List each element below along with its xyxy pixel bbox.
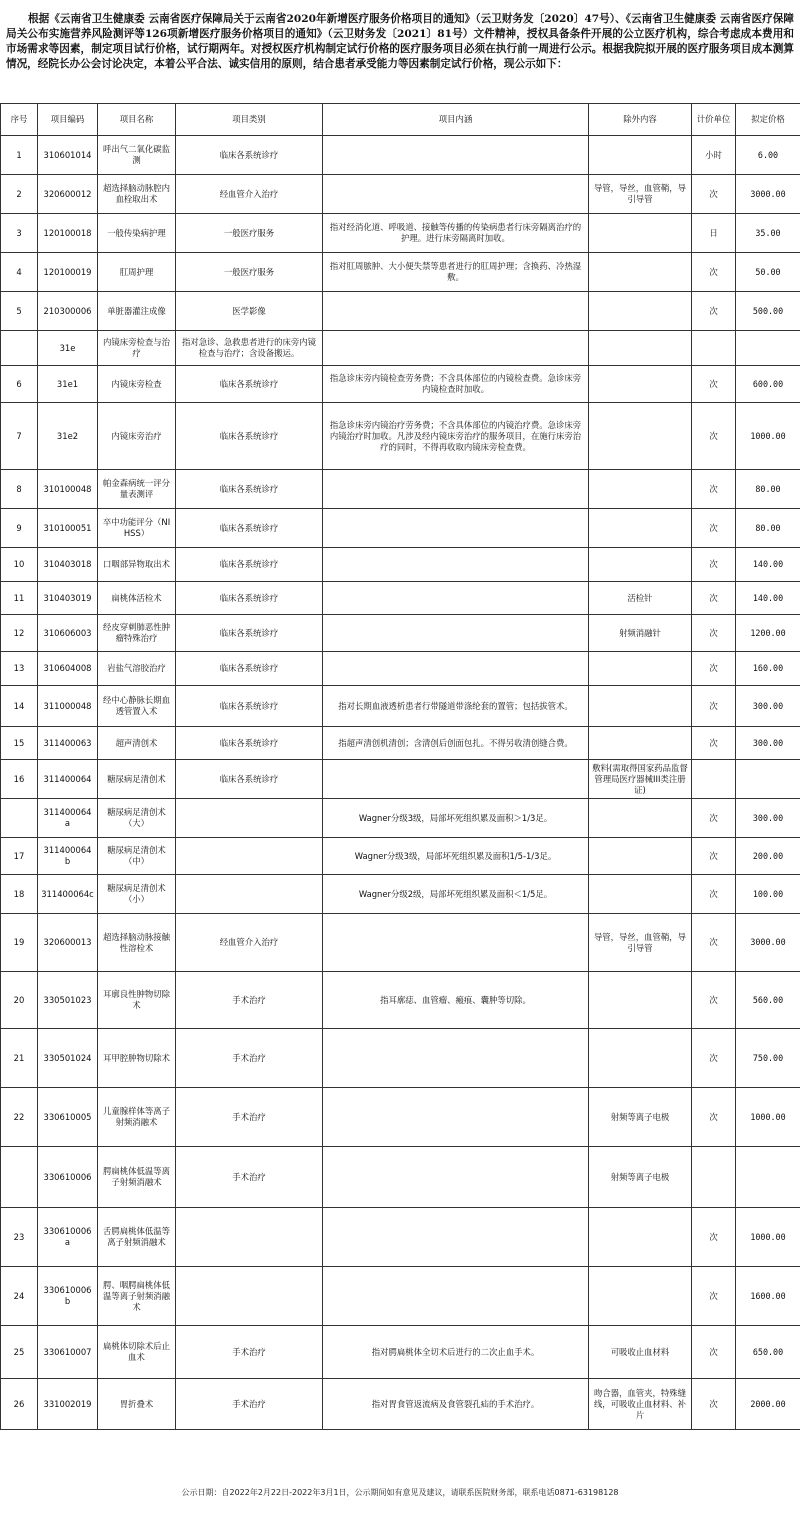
row-excluded-cell: 可吸收止血材料 — [589, 1326, 692, 1379]
row-unit-cell: 日 — [692, 214, 736, 253]
row-content-cell: 指急诊床旁内镜治疗劳务费；不含具体部位的内镜治疗费。急诊床旁内镜治疗时加收。凡涉及经内镜床旁治疗的服务项目，在施行床旁治疗的同时，不得再收取内镜床旁检查费。 — [323, 403, 589, 470]
row-content-cell — [323, 509, 589, 548]
row-unit-cell: 次 — [692, 875, 736, 914]
row-price-cell: 1000.00 — [736, 1088, 800, 1147]
table-row — [1, 799, 800, 838]
row-price-cell: 500.00 — [736, 292, 800, 331]
row-excluded-cell — [589, 214, 692, 253]
row-unit-cell: 次 — [692, 175, 736, 214]
row-category-cell: 临床各系统诊疗 — [176, 136, 323, 175]
row-no-cell: 15 — [1, 727, 38, 760]
row-name-cell: 经中心静脉长期血透管置入术 — [98, 686, 176, 727]
row-no-cell: 7 — [1, 403, 38, 470]
row-no-cell: 13 — [1, 652, 38, 686]
row-category-cell: 手术治疗 — [176, 1088, 323, 1147]
row-excluded-cell: 导管，导丝，血管鞘，导引导管 — [589, 914, 692, 972]
row-name-cell: 卒中功能评分（NIHSS） — [98, 509, 176, 548]
row-no-cell: 1 — [1, 136, 38, 175]
header-content: 项目内涵 — [323, 104, 589, 136]
row-code-cell: 320600013 — [38, 914, 98, 972]
row-price-cell: 2000.00 — [736, 1379, 800, 1430]
row-price-cell: 300.00 — [736, 799, 800, 838]
header-unit: 计价单位 — [692, 104, 736, 136]
row-name-cell: 糖尿病足清创术 — [98, 760, 176, 799]
row-unit-cell: 次 — [692, 292, 736, 331]
table-row — [1, 875, 800, 914]
row-name-cell: 超声清创术 — [98, 727, 176, 760]
row-category-cell: 手术治疗 — [176, 1379, 323, 1430]
table-row — [1, 175, 800, 214]
table-row — [1, 652, 800, 686]
row-excluded-cell: 吻合器，血管夹，特殊缝线，可吸收止血材料、补片 — [589, 1379, 692, 1430]
row-unit-cell: 次 — [692, 582, 736, 615]
row-category-cell: 临床各系统诊疗 — [176, 470, 323, 509]
row-name-cell: 一般传染病护理 — [98, 214, 176, 253]
row-excluded-cell — [589, 548, 692, 582]
table-row — [1, 1029, 800, 1088]
row-category-cell: 临床各系统诊疗 — [176, 548, 323, 582]
row-category-cell: 一般医疗服务 — [176, 253, 323, 292]
table-row — [1, 582, 800, 615]
row-category-cell: 手术治疗 — [176, 1147, 323, 1208]
row-category-cell: 临床各系统诊疗 — [176, 366, 323, 403]
table-row — [1, 136, 800, 175]
row-excluded-cell — [589, 875, 692, 914]
row-unit-cell: 次 — [692, 366, 736, 403]
table-row — [1, 548, 800, 582]
row-no-cell: 21 — [1, 1029, 38, 1088]
row-name-cell: 岩盐气溶胶治疗 — [98, 652, 176, 686]
row-code-cell: 330610007 — [38, 1326, 98, 1379]
table-header-row — [1, 104, 800, 136]
row-category-cell — [176, 875, 323, 914]
row-content-cell: Wagner分级3级，局部坏死组织累及面积＞1/3足。 — [323, 799, 589, 838]
table-row — [1, 1147, 800, 1208]
row-category-cell: 经血管介入治疗 — [176, 175, 323, 214]
row-price-cell: 560.00 — [736, 972, 800, 1029]
row-code-cell: 310100048 — [38, 470, 98, 509]
row-excluded-cell — [589, 292, 692, 331]
table-row — [1, 331, 800, 366]
row-price-cell: 80.00 — [736, 509, 800, 548]
row-price-cell: 6.00 — [736, 136, 800, 175]
row-content-cell — [323, 582, 589, 615]
header-price: 拟定价格 — [736, 104, 800, 136]
table-row — [1, 214, 800, 253]
row-code-cell: 310606003 — [38, 615, 98, 652]
row-name-cell: 内镜床旁治疗 — [98, 403, 176, 470]
row-no-cell — [1, 799, 38, 838]
row-content-cell: 指对胃食管返流病及食管裂孔疝的手术治疗。 — [323, 1379, 589, 1430]
row-price-cell: 1200.00 — [736, 615, 800, 652]
row-category-cell: 临床各系统诊疗 — [176, 403, 323, 470]
row-excluded-cell: 射频等离子电极 — [589, 1147, 692, 1208]
table-row — [1, 292, 800, 331]
row-code-cell: 330610006a — [38, 1208, 98, 1267]
table-row — [1, 366, 800, 403]
row-unit-cell — [692, 331, 736, 366]
row-content-cell — [323, 136, 589, 175]
row-excluded-cell — [589, 1267, 692, 1326]
row-unit-cell: 次 — [692, 727, 736, 760]
table-row — [1, 470, 800, 509]
row-code-cell: 330610005 — [38, 1088, 98, 1147]
table-row — [1, 838, 800, 875]
row-content-cell — [323, 1208, 589, 1267]
table-row — [1, 403, 800, 470]
row-name-cell: 耳廓良性肿物切除术 — [98, 972, 176, 1029]
row-no-cell: 23 — [1, 1208, 38, 1267]
table-row — [1, 509, 800, 548]
row-excluded-cell: 射频等离子电极 — [589, 1088, 692, 1147]
row-no-cell — [1, 331, 38, 366]
row-content-cell: Wagner分级2级，局部坏死组织累及面积＜1/5足。 — [323, 875, 589, 914]
row-price-cell: 3000.00 — [736, 175, 800, 214]
row-unit-cell: 次 — [692, 509, 736, 548]
row-price-cell: 140.00 — [736, 548, 800, 582]
row-category-cell: 经血管介入治疗 — [176, 914, 323, 972]
header-category: 项目类别 — [176, 104, 323, 136]
row-no-cell: 3 — [1, 214, 38, 253]
row-price-cell: 200.00 — [736, 838, 800, 875]
row-category-cell: 手术治疗 — [176, 1326, 323, 1379]
row-code-cell: 120100018 — [38, 214, 98, 253]
row-code-cell: 120100019 — [38, 253, 98, 292]
table-row — [1, 1379, 800, 1430]
row-name-cell: 糖尿病足清创术（中） — [98, 838, 176, 875]
table-row — [1, 914, 800, 972]
price-table — [0, 103, 800, 1430]
row-name-cell: 扁桃体切除术后止血术 — [98, 1326, 176, 1379]
row-content-cell — [323, 470, 589, 509]
row-price-cell: 80.00 — [736, 470, 800, 509]
row-no-cell: 14 — [1, 686, 38, 727]
row-excluded-cell — [589, 403, 692, 470]
row-name-cell: 内镜床旁检查与治疗 — [98, 331, 176, 366]
row-no-cell: 4 — [1, 253, 38, 292]
row-price-cell — [736, 1147, 800, 1208]
row-category-cell: 临床各系统诊疗 — [176, 686, 323, 727]
table-row — [1, 727, 800, 760]
intro-paragraph: 根据《云南省卫生健康委 云南省医疗保障局关于云南省2020年新增医疗服务价格项目的通知》（云卫财务发〔2020〕47号）、《云南省卫生健康委 云南省医疗保障局关公布实施营养风险测评等126项新增医疗服务价格项目的通知》（云卫财务发〔2021〕81号）文件精神，授权具备条件开展的公立医疗机构，综合考虑成本费用和市场需求等因素，制定项目试行价格，试行期两年。对授权医疗机构制定试行价格的医疗服务项目必须在执行前一周进行公示。根据我院拟开展的医疗服务项目成本测算情况，经院长办公会讨论决定，本着公平合法、诚实信用的原则，结合患者承受能力等因素制定试行价格，现公示如下： — [6, 13, 794, 70]
table-row — [1, 972, 800, 1029]
row-category-cell: 临床各系统诊疗 — [176, 615, 323, 652]
row-no-cell: 24 — [1, 1267, 38, 1326]
row-no-cell: 10 — [1, 548, 38, 582]
row-no-cell: 9 — [1, 509, 38, 548]
row-name-cell: 帕金森病统一评分量表测评 — [98, 470, 176, 509]
row-excluded-cell — [589, 331, 692, 366]
row-no-cell: 18 — [1, 875, 38, 914]
row-price-cell — [736, 760, 800, 799]
row-name-cell: 舌腭扁桃体低温等离子射频消融术 — [98, 1208, 176, 1267]
row-unit-cell: 次 — [692, 470, 736, 509]
row-excluded-cell — [589, 727, 692, 760]
row-content-cell: 指超声清创机清创；含清创后创面包扎。不得另收清创缝合费。 — [323, 727, 589, 760]
row-unit-cell: 次 — [692, 686, 736, 727]
header-excluded: 除外内容 — [589, 104, 692, 136]
row-content-cell — [323, 1088, 589, 1147]
row-excluded-cell — [589, 972, 692, 1029]
row-content-cell — [323, 1147, 589, 1208]
row-code-cell: 31e1 — [38, 366, 98, 403]
row-code-cell: 310604008 — [38, 652, 98, 686]
row-code-cell: 311400064a — [38, 799, 98, 838]
row-price-cell: 3000.00 — [736, 914, 800, 972]
table-row — [1, 1326, 800, 1379]
row-price-cell: 1000.00 — [736, 403, 800, 470]
row-price-cell: 650.00 — [736, 1326, 800, 1379]
row-category-cell — [176, 799, 323, 838]
row-price-cell: 100.00 — [736, 875, 800, 914]
row-name-cell: 糖尿病足清创术（小） — [98, 875, 176, 914]
row-content-cell: 指对肛周脓肿、大小便失禁等患者进行的肛周护理；含换药、冷热湿敷。 — [323, 253, 589, 292]
row-category-cell: 指对急诊、急救患者进行的床旁内镜检查与治疗；含设备搬运。 — [176, 331, 323, 366]
row-excluded-cell — [589, 366, 692, 403]
row-code-cell: 311400064c — [38, 875, 98, 914]
row-no-cell: 12 — [1, 615, 38, 652]
row-category-cell: 临床各系统诊疗 — [176, 760, 323, 799]
row-code-cell: 210300006 — [38, 292, 98, 331]
row-no-cell: 25 — [1, 1326, 38, 1379]
row-excluded-cell — [589, 1208, 692, 1267]
row-content-cell — [323, 548, 589, 582]
row-excluded-cell: 活检针 — [589, 582, 692, 615]
row-price-cell: 50.00 — [736, 253, 800, 292]
row-name-cell: 内镜床旁检查 — [98, 366, 176, 403]
row-code-cell: 310100051 — [38, 509, 98, 548]
row-no-cell: 19 — [1, 914, 38, 972]
row-content-cell — [323, 652, 589, 686]
row-code-cell: 311400063 — [38, 727, 98, 760]
row-name-cell: 腭、咽腭扁桃体低温等离子射频消融术 — [98, 1267, 176, 1326]
row-code-cell: 311400064 — [38, 760, 98, 799]
row-no-cell: 2 — [1, 175, 38, 214]
row-name-cell: 儿童腺样体等离子射频消融术 — [98, 1088, 176, 1147]
row-price-cell: 35.00 — [736, 214, 800, 253]
row-unit-cell: 次 — [692, 972, 736, 1029]
table-row — [1, 760, 800, 799]
row-excluded-cell: 导管，导丝，血管鞘，导引导管 — [589, 175, 692, 214]
row-unit-cell — [692, 760, 736, 799]
row-unit-cell: 次 — [692, 253, 736, 292]
row-no-cell: 17 — [1, 838, 38, 875]
row-name-cell: 经皮穿刺肺恶性肿瘤特殊治疗 — [98, 615, 176, 652]
row-price-cell: 750.00 — [736, 1029, 800, 1088]
row-no-cell: 16 — [1, 760, 38, 799]
row-code-cell: 31e2 — [38, 403, 98, 470]
row-category-cell: 手术治疗 — [176, 972, 323, 1029]
row-price-cell: 140.00 — [736, 582, 800, 615]
row-category-cell: 临床各系统诊疗 — [176, 727, 323, 760]
row-code-cell: 310601014 — [38, 136, 98, 175]
row-category-cell — [176, 838, 323, 875]
row-category-cell: 手术治疗 — [176, 1029, 323, 1088]
row-category-cell: 一般医疗服务 — [176, 214, 323, 253]
row-excluded-cell — [589, 136, 692, 175]
row-content-cell: Wagner分级3级，局部坏死组织累及面积1/5-1/3足。 — [323, 838, 589, 875]
row-excluded-cell — [589, 509, 692, 548]
row-excluded-cell — [589, 799, 692, 838]
row-code-cell: 330610006b — [38, 1267, 98, 1326]
row-name-cell: 单脏器灌注成像 — [98, 292, 176, 331]
row-unit-cell: 次 — [692, 1379, 736, 1430]
row-code-cell: 330610006 — [38, 1147, 98, 1208]
row-unit-cell: 次 — [692, 914, 736, 972]
row-no-cell: 8 — [1, 470, 38, 509]
row-excluded-cell — [589, 838, 692, 875]
row-excluded-cell — [589, 1029, 692, 1088]
row-excluded-cell: 射频消融针 — [589, 615, 692, 652]
row-code-cell: 31e — [38, 331, 98, 366]
row-excluded-cell — [589, 253, 692, 292]
row-code-cell: 330501023 — [38, 972, 98, 1029]
row-unit-cell: 次 — [692, 1267, 736, 1326]
row-unit-cell: 次 — [692, 403, 736, 470]
row-unit-cell: 次 — [692, 799, 736, 838]
row-name-cell: 胃折叠术 — [98, 1379, 176, 1430]
row-category-cell: 临床各系统诊疗 — [176, 509, 323, 548]
row-unit-cell: 次 — [692, 838, 736, 875]
row-category-cell: 临床各系统诊疗 — [176, 652, 323, 686]
row-content-cell — [323, 1029, 589, 1088]
row-price-cell: 300.00 — [736, 727, 800, 760]
row-name-cell: 腭扁桃体低温等离子射频消融术 — [98, 1147, 176, 1208]
row-content-cell: 指对长期血液透析患者行带隧道带涤纶套的置管；包括拔管术。 — [323, 686, 589, 727]
table-row — [1, 686, 800, 727]
row-content-cell: 指耳廓痣、血管瘤、瘢痕、囊肿等切除。 — [323, 972, 589, 1029]
table-row — [1, 1208, 800, 1267]
row-price-cell: 600.00 — [736, 366, 800, 403]
row-unit-cell: 次 — [692, 548, 736, 582]
row-no-cell: 11 — [1, 582, 38, 615]
row-content-cell — [323, 615, 589, 652]
row-name-cell: 扁桃体活检术 — [98, 582, 176, 615]
row-no-cell: 26 — [1, 1379, 38, 1430]
row-unit-cell: 次 — [692, 1208, 736, 1267]
row-name-cell: 呼出气二氧化碳监测 — [98, 136, 176, 175]
row-content-cell: 指对经消化道、呼吸道、接触等传播的传染病患者行床旁隔离治疗的护理。进行床旁隔离时加收。 — [323, 214, 589, 253]
row-unit-cell: 次 — [692, 1326, 736, 1379]
row-content-cell — [323, 292, 589, 331]
row-no-cell — [1, 1147, 38, 1208]
table-row — [1, 1267, 800, 1326]
footer-note: 公示日期：自2022年2月22日-2022年3月1日，公示期间如有意见及建议，请联系医院财务部，联系电话0871-63198128 — [181, 1488, 619, 1497]
row-content-cell — [323, 331, 589, 366]
row-unit-cell: 次 — [692, 652, 736, 686]
row-price-cell: 1600.00 — [736, 1267, 800, 1326]
row-no-cell: 20 — [1, 972, 38, 1029]
row-excluded-cell: 敷料(需取得国家药品监督管理局医疗器械III类注册证) — [589, 760, 692, 799]
row-price-cell — [736, 331, 800, 366]
row-price-cell: 300.00 — [736, 686, 800, 727]
row-category-cell: 医学影像 — [176, 292, 323, 331]
row-unit-cell: 次 — [692, 615, 736, 652]
row-content-cell: 指对腭扁桃体全切术后进行的二次止血手术。 — [323, 1326, 589, 1379]
row-no-cell: 6 — [1, 366, 38, 403]
row-unit-cell: 次 — [692, 1029, 736, 1088]
table-row — [1, 615, 800, 652]
row-price-cell: 160.00 — [736, 652, 800, 686]
row-category-cell — [176, 1267, 323, 1326]
row-content-cell: 指急诊床旁内镜检查劳务费；不含具体部位的内镜检查费。急诊床旁内镜检查时加收。 — [323, 366, 589, 403]
row-unit-cell: 小时 — [692, 136, 736, 175]
row-category-cell: 临床各系统诊疗 — [176, 582, 323, 615]
row-excluded-cell — [589, 652, 692, 686]
table-body — [1, 136, 800, 1430]
row-name-cell: 超选择脑动脉接触性溶栓术 — [98, 914, 176, 972]
row-content-cell — [323, 760, 589, 799]
row-excluded-cell — [589, 470, 692, 509]
row-no-cell: 22 — [1, 1088, 38, 1147]
row-name-cell: 肛周护理 — [98, 253, 176, 292]
table-row — [1, 253, 800, 292]
row-unit-cell — [692, 1147, 736, 1208]
row-name-cell: 口咽部异物取出术 — [98, 548, 176, 582]
header-no: 序号 — [1, 104, 38, 136]
row-content-cell — [323, 914, 589, 972]
row-code-cell: 330501024 — [38, 1029, 98, 1088]
row-no-cell: 5 — [1, 292, 38, 331]
row-content-cell — [323, 175, 589, 214]
row-name-cell: 耳甲腔肿物切除术 — [98, 1029, 176, 1088]
row-code-cell: 311400064b — [38, 838, 98, 875]
row-name-cell: 超选择脑动脉腔内血栓取出术 — [98, 175, 176, 214]
table-row — [1, 1088, 800, 1147]
row-code-cell: 310403018 — [38, 548, 98, 582]
row-code-cell: 331002019 — [38, 1379, 98, 1430]
header-code: 项目编码 — [38, 104, 98, 136]
row-code-cell: 320600012 — [38, 175, 98, 214]
row-category-cell — [176, 1208, 323, 1267]
row-name-cell: 糖尿病足清创术（大） — [98, 799, 176, 838]
header-name: 项目名称 — [98, 104, 176, 136]
row-content-cell — [323, 1267, 589, 1326]
row-excluded-cell — [589, 686, 692, 727]
row-unit-cell: 次 — [692, 1088, 736, 1147]
row-code-cell: 311000048 — [38, 686, 98, 727]
row-price-cell: 1000.00 — [736, 1208, 800, 1267]
row-code-cell: 310403019 — [38, 582, 98, 615]
